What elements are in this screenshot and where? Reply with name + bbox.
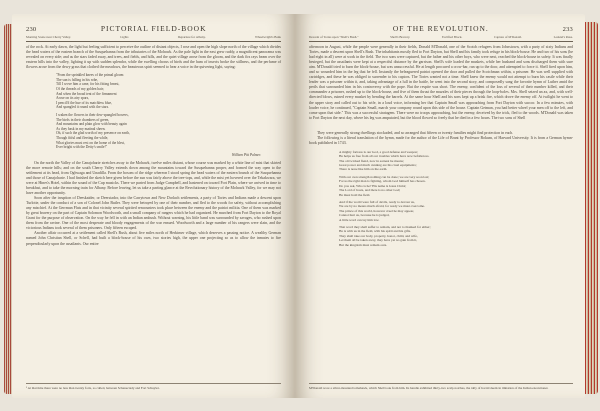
poem-line: The sun is falling in his robe,: [56, 77, 99, 82]
poem-line: I pencil'd the hue of its matchless blue,: [56, 100, 112, 105]
right-running-head: [309, 24, 573, 33]
right-caption-item: Fortified Block.: [441, 35, 463, 39]
poem-line: I waken the flowers in their dew-spangled bowers,: [56, 112, 129, 117]
right-caption-item: Loskiel's Ruse.: [553, 35, 573, 39]
hymn-line: The old wicked fiend, now in earnest he means;: [339, 158, 404, 163]
left-running-title: PICTORIAL FIELD-BOOK: [100, 24, 207, 33]
right-caption-item: Descent of Tories upon "Shell's Bush.": [309, 35, 359, 39]
left-footnote: ¹ At that time there were no less than twenty forts, so called, between Schenectady and Fort Schuyler.: [26, 383, 281, 390]
paragraph: of the rock. At early dawn, the light but feeling sufficient to perceive the outline of distant objects, I rose and open the high slope north of the village which divides the head waters of the eastern branch of the Susquehanna from the tributaries of the Mohawk. As the pale light in the east grew ruddy, a magnificent panorama was revealed on every side; and as the stars faded away, and trees, and fields, and hills, and the quiet village arose from the gloom, and the dark firs rays beam over the eastern hills into the valley, lighting it up with sudden splendor, while the swelling chorus of birds and the hum of insects broke the stillness, and the perfume of flowers arose from the dewy grass that clothed the meadows, the beauteous spirit seemed to hear a voice in the quivering light, saying:: [26, 45, 281, 70]
left-running-head: [26, 24, 281, 33]
poem-line: Arose on its airy spars,: [56, 96, 90, 101]
right-running-title: OF THE REVOLUTION.: [392, 24, 489, 33]
left-caption-item: Lights: [120, 35, 129, 39]
right-caption-item: Capture of M'Donald.: [493, 35, 522, 39]
right-page-edges: [584, 22, 598, 394]
poem-line: "From the sprinkled knees of the primal gloom: [56, 73, 124, 78]
poem-line: Oh, if such the glad worth of my presence on earth,: [56, 131, 130, 136]
paragraph: On the north the Valley of the Canajoharie stretches away to the Mohawk, twelve miles distant, whose course was marked by a white line of mist that skirted the more remote hills; and on the south Cherry Valley extends down among the mountains toward the Susquehanna proper, and formed the way open to the settlement at its head, from Oghwaga and Unadilla. From the bosom of the ridge whereon I stood spring the head waters of the eastern branch of the Susquehanna and those of Canajoharie. I had finished the sketch here given before the sun was fairly above the tree-tops, and, while the mist yet hovered over the Tekakwara, we were at Hines's Hotel, within the sound of the Cup musicks. There we parted from Judge Campbell, and hastened on toward Fort Plain, where we arrived in time to breakfast, and to take the morning train for Albany. Before leaving, let us take a parting glance at the Revolutionary history of the Mohawk Valley, for we may not have another opportunity.: [26, 160, 281, 196]
hymn-line: Cannot hurt us, because he is judged,: [339, 213, 390, 218]
poem-line: Ever bright with the Deity's smile!": [56, 145, 108, 150]
hymn-line: There is none like him on the earth.: [339, 167, 388, 172]
hymn-line: For us the right man is fighting, whom God himself has chosen.: [339, 179, 426, 184]
left-caption-item: Morning Scene near Cherry Valley.: [26, 35, 71, 39]
paragraph: The following is a literal translation of the hymn, made for the author of the Life of Brant by Professor Bokum, of Harvard University. It is from a German hymn-book published in 1743.: [309, 135, 573, 145]
left-page: [12, 14, 295, 398]
hymn-line: But the kingdom must remain ours.: [339, 242, 388, 247]
hymn-line: They shall take our body, property, honor, child, and wife,: [339, 233, 418, 238]
paragraph: Another affair occurred at a settlement called Shell's Bush, about five miles north of Herkimer village, which deserves a passing notice. A wealthy German named John Christian Shell, or Schell, had built a block-house of his own, two stories high, the upper one projecting so as to allow the inmates to fire perpendicularly upon the assailants. Our entire: [26, 231, 281, 246]
right-footnote: M'Donald wore a silver-mounted tomahawk, which Shell took from him. Its handle exhibited thirty-two scalp notches, the tally of horrid deeds in imitation of the Indian executioner.: [309, 383, 573, 390]
hymn-line: And if the world were full of devils, ready to devour us,: [339, 199, 415, 204]
hymn-line: Do you ask, Who is he? His name is Jesus Christ;: [339, 183, 407, 188]
hymn-line: That word they shall suffer to remain, and not to thanked for either;: [339, 224, 431, 229]
hymn-line: The Lord of hosts, and there is no other God;: [339, 188, 401, 193]
paragraph: afternoon in August, while the people were generally in their fields, Donald M'Donald, one of the Scotch refugees from Johnstown, with a party of sixty Indians and Tories, made a descent upon Shell's Bush. The inhabitants mostly fled to Fort Dayton, but Shell and his family took refuge in his block-house. He and two of his sons (he had eight in all) were at work in the field. The two sons were captured, but the father and his other boys, who were next, reached the block-house in safety. It was finally besieged, but the assailants were kept at a respectful distance by the garrison. Shell's wife loaded the muskets, while her husband and sons discharged them with sure aim. M'Donald tried to burn the block-house, but was unsuccessful. He at length procured a crow-bar, ran up to the door, and attempted to force it. Shell fired upon him, and so wounded him in the leg that he fell. Instantly the beleaguered patriot opened the door and pulled the Scotchman within, a prisoner. He was well supplied with cartridges, and these he was obliged to surrender to his captors. The Tories wanted not a time. Shell knew the enemy would not attempt to burn his castle while their leader was a prisoner within it, and, taking advantage of a lull in the battle, he went into the second story, and composedly sang the favorite hymn of Luther amid the perils that surrounded him in his controversy with the pope. But the respite was short. The enemy, confident of the loss of several of their number killed, and their commander a prisoner, rushed up to the block-house, and five of them thrust the muzzles of their pieces through the loop-holes. Mrs. Shell seized an ax, and, with well-directed blows, ruined every musket by bending the barrels. At the same hour Shell and his sons kept up a brisk fire, which drove the enemy off. At twilight he went to the upper story and called out to his wife, in a loud voice, informing her that Captain Small was approaching from Fort Dayton with succor. In a few minutes, with louder voice, he continued, "Captain Small, march your company round upon this side of the house. Captain Getman, you had better wheel your men off to the left, and come upon that side." This was a successful stratagem. There were no troops approaching, but the enemy, deceived by the trick, fled to the woods. M'Donald was taken to Fort Dayton the next day, where his leg was amputated, but the blood flowed so freely that he died in a few hours. The two sons of Shell: [309, 45, 573, 120]
hymn-line: With our own strength nothing can be done; we are very soon lost;: [339, 174, 430, 179]
right-caption-line: [309, 35, 573, 42]
hymn-line: Great power and much cunning are his cruel equipments;: [339, 163, 417, 168]
hymn-line: A mighty fortress is our God, a good defense and weapon;: [339, 149, 419, 154]
poem: [56, 73, 281, 150]
hymn-translation: [339, 150, 573, 247]
hymn-line: The prince of this world, however cruel he may appear,: [339, 208, 415, 213]
poem-line: And when the broad tent of the firmament: [56, 91, 117, 96]
hymn-line: Let them all be taken away, they have yet no gain from it,: [339, 238, 418, 243]
hymn-line: He helps us free from all our troubles which have now befallen us.: [339, 154, 430, 159]
poem-line: As they bask in my matinal sheen.: [56, 126, 106, 131]
right-page-number: 233: [562, 26, 573, 33]
poem-line: Of the threads of my golden hair;: [56, 87, 104, 92]
left-caption-item: Wheelwright's Bank: [255, 35, 281, 39]
open-book: [6, 14, 594, 400]
poem-line: Though fitful and fleeting the while,: [56, 135, 109, 140]
left-page-number: 230: [26, 26, 37, 33]
hymn-line: A little word can lay him low.: [339, 217, 380, 222]
poem-line: What glories must rest on the home of the blest,: [56, 140, 125, 145]
left-caption-item: Departure for Albany.: [177, 35, 206, 39]
right-page: [295, 14, 585, 398]
right-caption-item: Shell's Bravery.: [390, 35, 411, 39]
paragraph: Soon after the irruption of Deeskaider, or Deerstador, into the Carrytown and New Dorlach settlements, a party of Tories and Indians made a descent upon Turlotte, under the conduct of a son of Colonel John Butler. They were betrayed by one of their number, and fled to the woods for safety, without accomplishing any mischief. At the Gerrman Flats and in that vicinity several spirited rencounters took place between the enemy and the patriot militia. One of them was marked by great bravery on the part of Captain Solomon Woodworth, and a small company of rangers which he had organized. He marched from Fort Dayton to the Royal Grant for the purpose of observation. On the way he fell in with an Indian ambush. Without warning, his little band was surrounded by savages, who rushed upon them from the ravine. One of the most desperate and bloody engagements of the war ensued. Woodworth and a large number of his rangers were slain, and the victorious Indians took several of them prisoners. Only fifteen escaped.: [26, 196, 281, 231]
left-caption-line: [26, 35, 281, 42]
poem-attribution: William Pitt Palmer.: [231, 152, 261, 157]
poem-line: Till I wove him a cane, for his fitting breast,: [56, 82, 120, 87]
hymn-line: We are by no means much afraid, for ready we must overcome.: [339, 204, 425, 209]
hymn-line: He is with us in the field, with his spirit and his gifts.: [339, 229, 411, 234]
poem-line: And spangled it round with the stars.: [56, 105, 110, 110]
right-body-text: [309, 45, 573, 247]
left-body-text: [26, 45, 281, 247]
paragraph: They were generally strong dwellings stockaded, and so arranged that fifteen or twenty families might find protection in each.: [317, 130, 514, 135]
hymn-line: He must hold the field.: [339, 192, 371, 197]
poem-line: The birds in their chambers of green,: [56, 117, 110, 122]
poem-line: And mountains and plain glow with beauty again: [56, 122, 127, 127]
